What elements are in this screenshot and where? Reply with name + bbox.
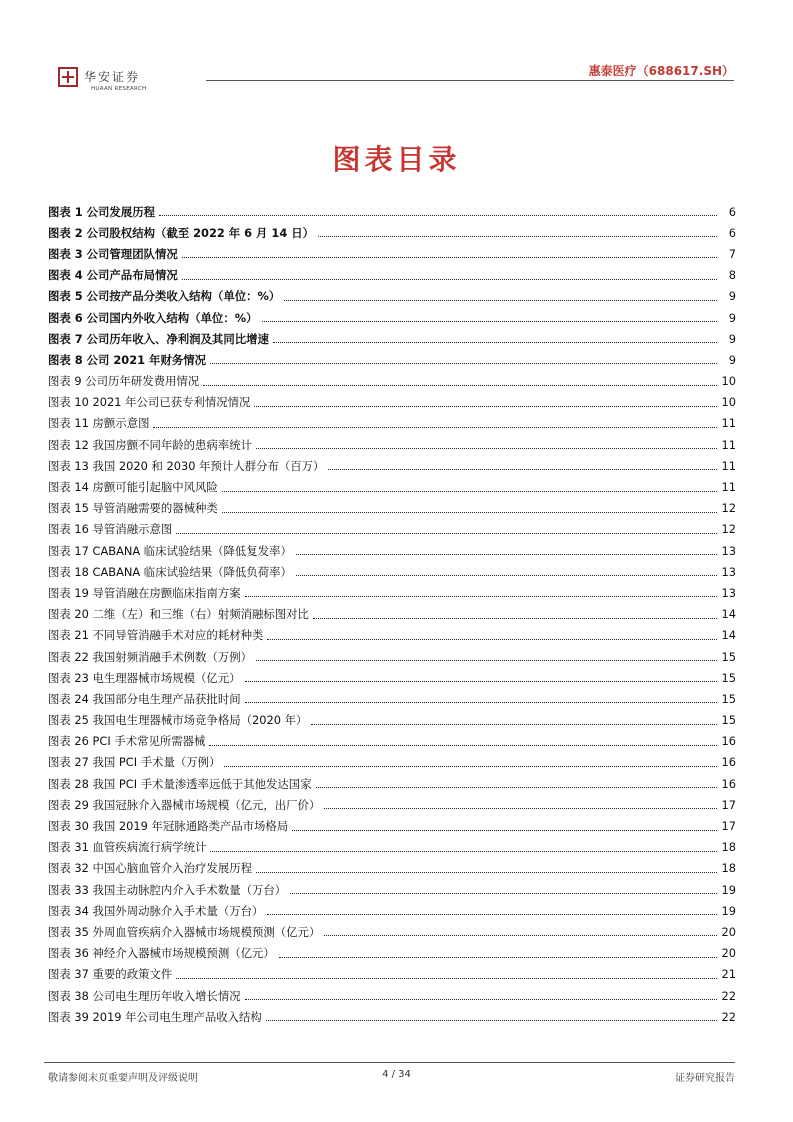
toc-leader-dots xyxy=(284,300,717,301)
toc-entry-page: 20 xyxy=(721,946,736,961)
toc-entry-label: 图表 21 不同导管消融手术对应的耗材种类 xyxy=(48,628,264,643)
toc-entry-page: 9 xyxy=(728,352,736,367)
toc-entry-page: 13 xyxy=(721,585,736,600)
toc-entry-page: 7 xyxy=(728,246,736,261)
page-number: 4 / 34 xyxy=(382,1069,411,1080)
toc-entry-label: 图表 39 2019 年公司电生理产品收入结构 xyxy=(48,1009,262,1024)
toc-entry-label: 图表 25 我国电生理器械市场竞争格局（2020 年） xyxy=(48,713,308,728)
toc-leader-dots xyxy=(176,978,717,979)
toc-leader-dots xyxy=(313,618,717,619)
toc-entry-label: 图表 19 导管消融在房颤临床指南方案 xyxy=(48,585,241,600)
page-title: 图表目录 xyxy=(332,143,461,176)
toc-leader-dots xyxy=(210,363,717,364)
toc-entry-label: 图表 28 我国 PCI 手术量渗透率远低于其他发达国家 xyxy=(48,776,312,791)
toc-entry-page: 22 xyxy=(721,988,736,1003)
toc-entry-page: 15 xyxy=(721,713,736,728)
toc-leader-dots xyxy=(262,321,717,322)
toc-entry[interactable] xyxy=(48,286,736,307)
toc-entry-label: 图表 38 公司电生理历年收入增长情况 xyxy=(48,988,241,1003)
toc-entry[interactable] xyxy=(48,455,736,476)
company-ticker: 惠泰医疗（688617.SH） xyxy=(588,64,734,78)
page-header xyxy=(48,58,734,98)
toc-entry-page: 15 xyxy=(721,691,736,706)
toc-entry-label: 图表 1 公司发展历程 xyxy=(48,204,155,219)
toc-entry-page: 14 xyxy=(721,628,736,643)
toc-entry[interactable] xyxy=(48,498,736,519)
toc-entry-page: 16 xyxy=(721,776,736,791)
toc-entry-label: 图表 11 房颤示意图 xyxy=(48,416,150,431)
toc-entry-label: 图表 26 PCI 手术常见所需器械 xyxy=(48,734,206,749)
toc-entry[interactable] xyxy=(48,307,736,328)
toc-entry-page: 6 xyxy=(728,225,736,240)
toc-entry-page: 11 xyxy=(721,480,736,495)
toc-entry-label: 图表 23 电生理器械市场规模（亿元） xyxy=(48,670,241,685)
toc-entry[interactable] xyxy=(48,625,736,646)
toc-leader-dots xyxy=(222,512,717,513)
toc-entry-label: 图表 15 导管消融需要的器械种类 xyxy=(48,501,218,516)
toc-entry-label: 图表 32 中国心脑血管介入治疗发展历程 xyxy=(48,861,252,876)
toc-entry[interactable] xyxy=(48,519,736,540)
toc-entry-page: 19 xyxy=(721,882,736,897)
toc-entry[interactable] xyxy=(48,1006,736,1027)
toc-leader-dots xyxy=(245,596,717,597)
toc-entry-page: 9 xyxy=(728,310,736,325)
toc-entry-label: 图表 29 我国冠脉介入器械市场规模（亿元，出厂价） xyxy=(48,797,321,812)
toc-entry-page: 22 xyxy=(721,1009,736,1024)
toc-leader-dots xyxy=(182,257,717,258)
toc-entry-page: 10 xyxy=(721,374,736,389)
toc-leader-dots xyxy=(256,660,717,661)
toc-entry-page: 14 xyxy=(721,607,736,622)
toc-entry[interactable] xyxy=(48,794,736,815)
toc-leader-dots xyxy=(324,935,717,936)
toc-leader-dots xyxy=(328,469,717,470)
toc-entry-page: 10 xyxy=(721,395,736,410)
toc-entry[interactable] xyxy=(48,752,736,773)
toc-entry-label: 图表 6 公司国内外收入结构（单位：%） xyxy=(48,310,258,325)
toc-entry-label: 图表 36 神经介入器械市场规模预测（亿元） xyxy=(48,946,275,961)
toc-entry[interactable] xyxy=(48,921,736,942)
toc-leader-dots xyxy=(292,830,717,831)
toc-entry[interactable] xyxy=(48,837,736,858)
toc-entry[interactable] xyxy=(48,434,736,455)
toc-entry[interactable] xyxy=(48,201,736,222)
toc-entry-label: 图表 5 公司按产品分类收入结构（单位：%） xyxy=(48,289,281,304)
toc-leader-dots xyxy=(311,724,717,725)
toc-entry-page: 15 xyxy=(721,670,736,685)
toc-entry[interactable] xyxy=(48,879,736,900)
toc-entry-page: 12 xyxy=(721,522,736,537)
toc-leader-dots xyxy=(254,406,717,407)
toc-entry-label: 图表 35 外周血管疾病介入器械市场规模预测（亿元） xyxy=(48,924,321,939)
toc-entry-page: 9 xyxy=(728,289,736,304)
logo-text-cn: 华安证券 xyxy=(84,70,141,84)
toc-entry-label: 图表 16 导管消融示意图 xyxy=(48,522,173,537)
toc-entry[interactable] xyxy=(48,773,736,794)
toc-entry[interactable] xyxy=(48,582,736,603)
footer-divider xyxy=(44,1062,735,1063)
toc-leader-dots xyxy=(203,385,717,386)
toc-entry-page: 16 xyxy=(721,755,736,770)
toc-entry[interactable] xyxy=(48,265,736,286)
toc-leader-dots xyxy=(209,745,717,746)
toc-entry-label: 图表 37 重要的政策文件 xyxy=(48,967,173,982)
toc-entry-page: 11 xyxy=(721,458,736,473)
toc-entry[interactable] xyxy=(48,710,736,731)
toc-leader-dots xyxy=(210,851,717,852)
toc-entry[interactable] xyxy=(48,222,736,243)
toc-entry[interactable] xyxy=(48,476,736,497)
toc-entry[interactable] xyxy=(48,667,736,688)
toc-entry-page: 18 xyxy=(721,861,736,876)
toc-entry[interactable] xyxy=(48,731,736,752)
toc-entry[interactable] xyxy=(48,688,736,709)
toc-entry[interactable] xyxy=(48,900,736,921)
toc-leader-dots xyxy=(176,533,717,534)
logo-text-en: HUAAN RESEARCH xyxy=(91,86,147,92)
toc-leader-dots xyxy=(267,639,717,640)
toc-entry[interactable] xyxy=(48,561,736,582)
toc-entry[interactable] xyxy=(48,604,736,625)
toc-entry-page: 13 xyxy=(721,543,736,558)
toc-entry[interactable] xyxy=(48,646,736,667)
toc-leader-dots xyxy=(290,893,717,894)
toc-leader-dots xyxy=(245,681,717,682)
toc-entry-page: 13 xyxy=(721,564,736,579)
toc-entry-label: 图表 14 房颤可能引起脑中风风险 xyxy=(48,480,218,495)
toc-entry[interactable] xyxy=(48,392,736,413)
toc-entry[interactable] xyxy=(48,371,736,392)
toc-leader-dots xyxy=(316,787,717,788)
toc-leader-dots xyxy=(224,766,717,767)
toc-leader-dots xyxy=(273,342,717,343)
toc-entry-label: 图表 13 我国 2020 和 2030 年预计人群分布（百万） xyxy=(48,458,325,473)
toc-entry-label: 图表 34 我国外周动脉介入手术量（万台） xyxy=(48,903,264,918)
toc-leader-dots xyxy=(245,999,717,1000)
toc-entry-label: 图表 12 我国房颤不同年龄的患病率统计 xyxy=(48,437,252,452)
toc-entry-label: 图表 18 CABANA 临床试验结果（降低负荷率） xyxy=(48,564,292,579)
toc-entry-label: 图表 10 2021 年公司已获专利情况情况 xyxy=(48,395,251,410)
toc-entry-page: 6 xyxy=(728,204,736,219)
toc-entry-page: 17 xyxy=(721,797,736,812)
toc-entry-label: 图表 8 公司 2021 年财务情况 xyxy=(48,352,207,367)
toc-entry-page: 20 xyxy=(721,924,736,939)
toc-entry-label: 图表 27 我国 PCI 手术量（万例） xyxy=(48,755,221,770)
toc-leader-dots xyxy=(296,575,717,576)
toc-leader-dots xyxy=(318,236,717,237)
toc-entry-page: 21 xyxy=(721,967,736,982)
toc-leader-dots xyxy=(153,427,717,428)
toc-entry-label: 图表 30 我国 2019 年冠脉通路类产品市场格局 xyxy=(48,819,289,834)
toc-entry[interactable] xyxy=(48,349,736,370)
toc-entry-label: 图表 20 二维（左）和三维（右）射频消融标图对比 xyxy=(48,607,309,622)
toc-entry-page: 15 xyxy=(721,649,736,664)
toc-entry-page: 9 xyxy=(728,331,736,346)
toc-entry[interactable] xyxy=(48,413,736,434)
toc-leader-dots xyxy=(222,491,717,492)
toc-entry[interactable] xyxy=(48,540,736,561)
toc-leader-dots xyxy=(279,957,717,958)
toc-entry-page: 11 xyxy=(721,437,736,452)
toc-entry[interactable] xyxy=(48,858,736,879)
toc-entry-label: 图表 4 公司产品布局情况 xyxy=(48,268,178,283)
figure-index-list xyxy=(48,201,736,1027)
toc-leader-dots xyxy=(245,702,717,703)
header-divider xyxy=(206,80,734,81)
toc-leader-dots xyxy=(267,914,717,915)
toc-leader-dots xyxy=(182,279,717,280)
toc-leader-dots xyxy=(159,215,717,216)
toc-entry-label: 图表 9 公司历年研发费用情况 xyxy=(48,374,200,389)
toc-entry-label: 图表 33 我国主动脉腔内介入手术数量（万台） xyxy=(48,882,287,897)
huaan-logo-icon xyxy=(58,67,78,87)
toc-leader-dots xyxy=(266,1020,717,1021)
toc-entry[interactable] xyxy=(48,943,736,964)
toc-leader-dots xyxy=(296,554,717,555)
toc-entry[interactable] xyxy=(48,985,736,1006)
toc-entry[interactable] xyxy=(48,815,736,836)
toc-entry-label: 图表 3 公司管理团队情况 xyxy=(48,246,178,261)
toc-entry-page: 8 xyxy=(728,268,736,283)
toc-entry-label: 图表 17 CABANA 临床试验结果（降低复发率） xyxy=(48,543,292,558)
toc-entry-page: 19 xyxy=(721,903,736,918)
toc-entry-label: 图表 22 我国射频消融手术例数（万例） xyxy=(48,649,252,664)
toc-entry[interactable] xyxy=(48,243,736,264)
toc-entry[interactable] xyxy=(48,328,736,349)
toc-entry-label: 图表 24 我国部分电生理产品获批时间 xyxy=(48,691,241,706)
toc-entry-label: 图表 2 公司股权结构（截至 2022 年 6 月 14 日） xyxy=(48,225,314,240)
toc-entry-page: 17 xyxy=(721,819,736,834)
toc-entry-page: 12 xyxy=(721,501,736,516)
toc-leader-dots xyxy=(256,448,717,449)
toc-leader-dots xyxy=(324,808,717,809)
toc-entry-page: 11 xyxy=(721,416,736,431)
footer-report-type: 证券研究报告 xyxy=(675,1073,735,1084)
toc-entry-label: 图表 7 公司历年收入、净利润及其同比增速 xyxy=(48,331,269,346)
footer-disclaimer: 敬请参阅末页重要声明及评级说明 xyxy=(48,1073,198,1084)
toc-entry-label: 图表 31 血管疾病流行病学统计 xyxy=(48,840,207,855)
toc-leader-dots xyxy=(256,872,717,873)
toc-entry-page: 18 xyxy=(721,840,736,855)
toc-entry-page: 16 xyxy=(721,734,736,749)
toc-entry[interactable] xyxy=(48,964,736,985)
